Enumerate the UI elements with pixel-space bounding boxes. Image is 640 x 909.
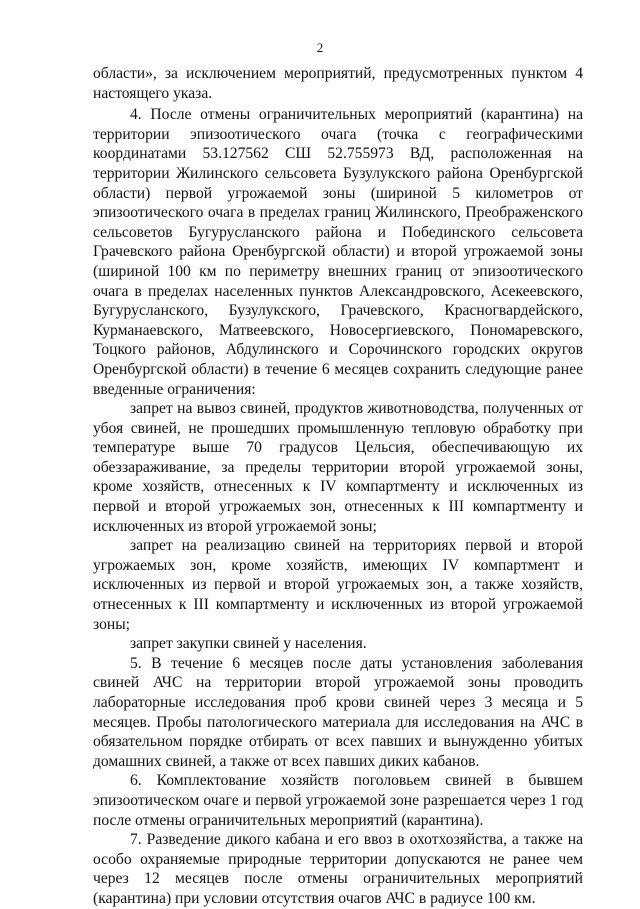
paragraph-item-6: 6. Комплектование хозяйств поголовьем свиней в бывшем эпизоотическом очаге и первой угрожаемой зоне разрешается через 1 год после отмены ограничительных мероприятий (карантина). bbox=[93, 772, 583, 829]
document-body bbox=[93, 64, 583, 909]
paragraph-item-7: 7. Разведение дикого кабана и его ввоз в охотхозяйства, а также на особо охраняемые природные территории допускаются не ранее чем через 12 месяцев после отмены ограничительных мероприятий (карантина) при условии отсутствия очагов АЧС в радиусе 100 км. bbox=[93, 831, 583, 907]
paragraph-item-4: 4. После отмены ограничительных мероприятий (карантина) на территории эпизоотического очага (точка с географическими координатами 53.127562 СШ 52.755973 ВД, расположенная на территории Жилинского сельсовета Бузулукского района Оренбургской области) первой угрожаемой зоны (шириной 5 километров от эпизоотического очага в пределах границ Жилинского, Преображенского сельсоветов Бугурусланского района и Побединского сельсовета Грачевского района Оренбургской области) и второй угрожаемой зоны (шириной 100 км по периметру внешних границ от эпизоотического очага в пределах населенных пунктов Александровского, Асекеевского, Бугурусланского, Бузулукского, Грачевского, Красногвардейского, Курманаевского, Матвеевского, Новосергиевского, Пономаревского, Тоцкого районов, Абдулинского и Сорочинского городских округов Оренбургской области) в течение 6 месяцев сохранить следующие ранее введенные ограничения: bbox=[93, 106, 583, 398]
paragraph-restriction-purchase: запрет закупки свиней у населения. bbox=[130, 635, 367, 653]
paragraph-restriction-export: запрет на вывоз свиней, продуктов животноводства, полученных от убоя свиней, не прошедших промышленную тепловую обработку при температуре выше 70 градусов Цельсия, обеспечивающую их обеззараживание, за пределы территории второй угрожаемой зоны, кроме хозяйств, отнесенных к IV компартменту и исключенных из первой и второй угрожаемых зон, отнесенных к III компартменту и исключенных из второй угрожаемой зоны; bbox=[93, 400, 583, 535]
paragraph-item-5: 5. В течение 6 месяцев после даты установления заболевания свиней АЧС на территории второй угрожаемой зоны проводить лабораторные исследования проб крови свиней через 3 месяца и 5 месяцев. Пробы патологического материала для исследования на АЧС в обязательном порядке отбирать от всех павших и вынужденно убитых домашних свиней, а также от всех павших диких кабанов. bbox=[93, 654, 583, 770]
paragraph-continuation: области», за исключением мероприятий, предусмотренных пунктом 4 настоящего указа. bbox=[93, 65, 583, 102]
paragraph-restriction-sale: запрет на реализацию свиней на территориях первой и второй угрожаемых зон, кроме хозяйств, имеющих IV компартмент и исключенных из первой и второй угрожаемых зон, а также хозяйств, отнесенных к III компартменту и исключенных из второй угрожаемой зоны; bbox=[93, 537, 583, 633]
page-number: 2 bbox=[316, 40, 324, 55]
